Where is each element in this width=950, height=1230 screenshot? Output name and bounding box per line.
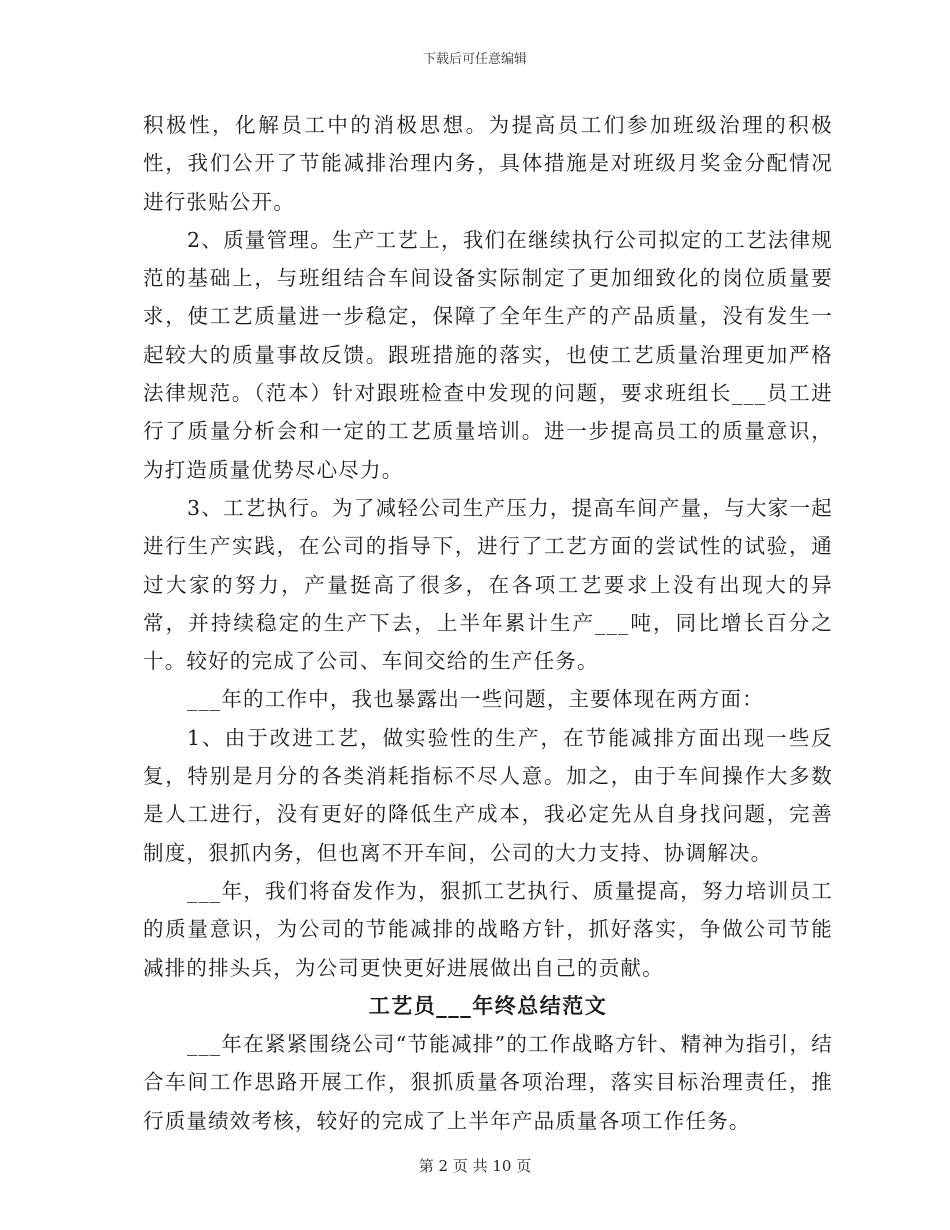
paragraph: ___年，我们将奋发作为，狠抓工艺执行、质量提高，努力培训员工的质量意识，为公司的节能减排的战略方针，抓好落实，争做公司节能减排的排头兵，为公司更快更好进展做出自己的贡献。 xyxy=(143,878,833,980)
paragraph: 3、工艺执行。为了减轻公司生产压力，提高车间产量，与大家一起进行生产实践，在公司的指导下，进行了工艺方面的尝试性的试验，通过大家的努力，产量挺高了很多，在各项工艺要求上没有出现大的异常，并持续稳定的生产下去，上半年累计生产___吨，同比增长百分之十。较好的完成了公司、车间交给的生产任务。 xyxy=(143,495,833,674)
paragraph: 1、由于改进工艺，做实验性的生产，在节能减排方面出现一些反复，特别是月分的各类消耗指标不尽人意。加之，由于车间操作大多数是人工进行，没有更好的降低生产成本，我必定先从自身找问题，完善制度，狠抓内务，但也离不开车间，公司的大力支持、协调解决。 xyxy=(143,725,833,865)
paragraph: 2、质量管理。生产工艺上，我们在继续执行公司拟定的工艺法律规范的基础上，与班组结合车间设备实际制定了更加细致化的岗位质量要求，使工艺质量进一步稳定，保障了全年生产的产品质量，没有发生一起较大的质量事故反馈。跟班措施的落实，也使工艺质量治理更加严格法律规范。（范本）针对跟班检查中发现的问题，要求班组长___员工进行了质量分析会和一定的工艺质量培训。进一步提高员工的质量意识，为打造质量优势尽心尽力。 xyxy=(143,227,833,482)
section-title: 工艺员___年终总结范文 xyxy=(368,992,608,1018)
paragraph: 积极性，化解员工中的消极思想。为提高员工们参加班级治理的积极性，我们公开了节能减排治理内务，具体措施是对班级月奖金分配情况进行张贴公开。 xyxy=(143,113,833,214)
page-header: 下载后可任意编辑 xyxy=(422,52,527,67)
page-footer: 第 2 页 共 10 页 xyxy=(418,1157,532,1175)
paragraph: ___年在紧紧围绕公司“节能减排”的工作战略方针、精神为指引，结合车间工作思路开展工作，狠抓质量各项治理，落实目标治理责任，推行质量绩效考核，较好的完成了上半年产品质量各项工作任务。 xyxy=(143,1032,833,1133)
paragraph: ___年的工作中，我也暴露出一些问题，主要体现在两方面： xyxy=(187,687,764,712)
document-body xyxy=(143,106,833,1140)
